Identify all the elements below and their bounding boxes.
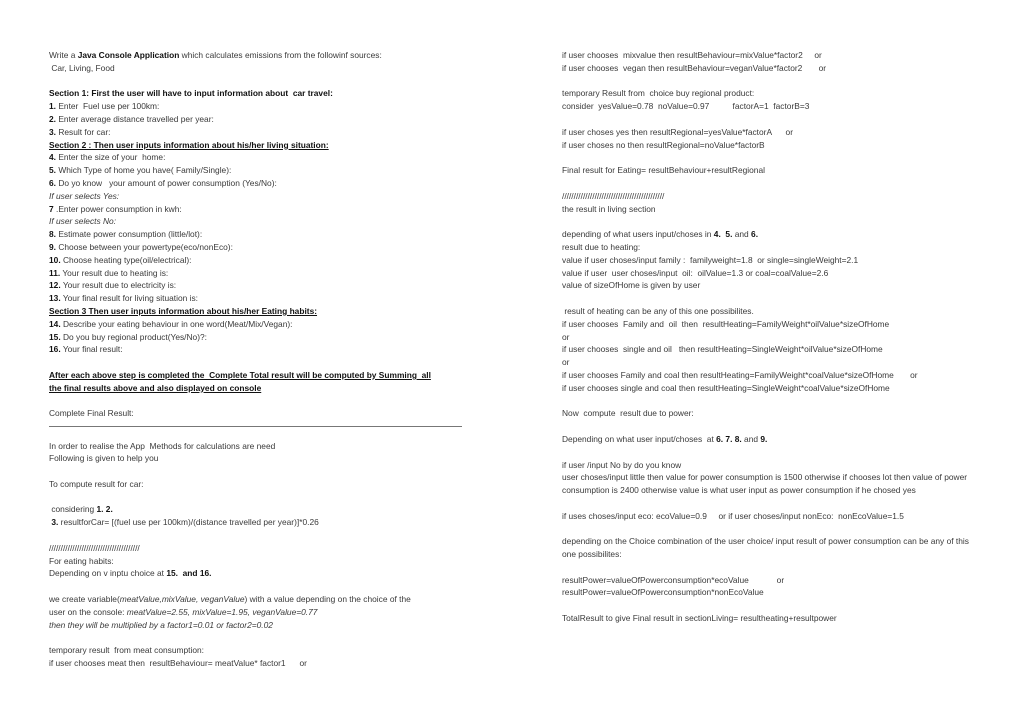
intro-line — [49, 49, 474, 62]
numbered-item — [49, 241, 474, 254]
item-number: 15. — [49, 331, 61, 342]
total-note-line1: After each above step is completed the Complete Total result will be computed by Summing all — [49, 369, 431, 380]
item-text: Estimate power consumption (little/lot): — [56, 229, 203, 240]
numbered-item — [49, 228, 474, 241]
section2-list-b — [49, 228, 474, 305]
considering-line — [49, 503, 474, 516]
total-living: TotalResult to give Final result in sectionLiving= resultheating+resultpower — [562, 613, 837, 624]
item-number: 9. — [49, 241, 56, 252]
or-1: or — [562, 331, 570, 342]
numbered-item — [49, 113, 474, 126]
numbered-item — [49, 164, 474, 177]
vegan-rule: if user chooses vegan then resultBehaviour=veganValue*factor2 or — [562, 62, 827, 73]
total-note-line2: the final results above and also displayed on console — [49, 382, 262, 393]
power-noneco-rule: resultPower=valueOfPowerconsumption*nonEcoValue — [562, 587, 764, 598]
item-7 — [49, 203, 474, 216]
depending-living-pre: depending of what users input/choses in — [562, 229, 714, 240]
variable-pre: we create variable( — [49, 594, 120, 605]
weight-rule: value if user choses/input family : familyweight=1.8 or single=singleWeight=2.1 — [562, 254, 859, 265]
section2-heading: Section 2 : Then user inputs information about his/her living situation: — [49, 139, 329, 150]
item-text: Do you buy regional product(Yes/No)?: — [60, 331, 207, 342]
heat-single-coal: if user chooses single and coal then resultHeating=SingleWeight*coalValue*sizeOfHome — [562, 382, 890, 393]
item-number: 1. — [49, 101, 56, 112]
item-text: Result for car: — [56, 126, 111, 137]
living-section-label: the result in living section — [562, 203, 656, 214]
item-7-text: .Enter power consumption in kwh: — [53, 203, 182, 214]
result-heating-label: result due to heating: — [562, 241, 641, 252]
separator-right: //////////////////////////////////////////// — [562, 190, 665, 201]
section2-list-a — [49, 151, 474, 189]
section3-heading: Section 3 Then user inputs information about his/her Eating habits: — [49, 305, 318, 316]
numbered-item — [49, 100, 474, 113]
item-number: 13. — [49, 293, 61, 304]
variable-line2-pre: user on the console: — [49, 606, 127, 617]
item-text: Your result due to heating is: — [60, 267, 169, 278]
intro-post: which calculates emissions from the followinf sources: — [179, 50, 382, 60]
or-2: or — [562, 357, 570, 368]
numbered-item — [49, 151, 474, 164]
heating-possibilities: result of heating can be any of this one possibilites. — [562, 305, 754, 316]
considering-nums: 1. 2. — [96, 504, 113, 515]
item-text: Choose between your powertype(eco/nonEco): — [56, 241, 233, 252]
item-text: Do yo know your amount of power consumption (Yes/No): — [56, 177, 277, 188]
item-text: Enter Fuel use per 100km: — [56, 101, 160, 112]
section3-list — [49, 318, 474, 356]
power-paragraph: user choses/input little then value for power consumption is 1500 otherwise if chooses lot then value of power consumption is 2400 otherwise value is what user input as power consumption if he chosed yes — [562, 472, 968, 496]
depending-living-and: and — [732, 229, 752, 240]
numbered-item — [49, 126, 474, 139]
if-yes-label: If user selects Yes: — [49, 190, 120, 201]
variable-line2 — [49, 606, 474, 619]
variable-post: ) with a value depending on the choice of the — [244, 594, 411, 605]
eating-habits-label: For eating habits: — [49, 555, 114, 566]
regional-yes-rule: if user choses yes then resultRegional=yesValue*factorA or — [562, 126, 793, 137]
numbered-item — [49, 292, 474, 305]
eco-rule: if uses choses/input eco: ecoValue=0.9 or if user choses/input nonEco: nonEcoValue=1.5 — [562, 510, 904, 521]
numbered-item — [49, 254, 474, 267]
depending-power-line — [562, 433, 974, 446]
depending-living-last: 6. — [751, 229, 759, 240]
item-number: 3. — [49, 126, 56, 137]
numbered-item — [49, 279, 474, 292]
depending-living-nums: 4. 5. — [713, 229, 733, 240]
meat-rule: if user chooses meat then resultBehaviour= meatValue* factor1 or — [49, 658, 307, 669]
item-text: Your result due to electricity is: — [60, 280, 177, 291]
item-text: Which Type of home you have( Family/Single): — [56, 165, 232, 176]
power-eco-rule: resultPower=valueOfPowerconsumption*ecoValue or — [562, 574, 785, 585]
depending-power-and: and — [741, 433, 761, 444]
item-number: 16. — [49, 344, 61, 355]
mix-rule: if user chooses mixvalue then resultBehaviour=mixValue*factor2 or — [562, 50, 822, 60]
temp-regional-label: temporary Result from choice buy regional product: — [562, 88, 755, 99]
variable-names: meatValue,mixValue, veganValue — [119, 594, 245, 605]
depending-power-last: 9. — [760, 433, 768, 444]
oil-rule: value if user user choses/input oil: oilValue=1.3 or coal=coalValue=2.6 — [562, 267, 829, 278]
size-rule: value of sizeOfHome is given by user — [562, 280, 701, 291]
if-no-power: if user /input No by do you know — [562, 459, 682, 470]
item-number: 12. — [49, 280, 61, 291]
depending-power-nums: 6. 7. 8. — [716, 433, 742, 444]
item-number: 5. — [49, 165, 56, 176]
heat-family-coal: if user chooses Family and coal then resultHeating=FamilyWeight*coalValue*sizeOfHome or — [562, 369, 918, 380]
depending-pre: Depending on v inptu choice at — [49, 568, 167, 579]
combination-paragraph: depending on the Choice combination of the user choice/ input result of power consumption can be any of this one possibilites: — [562, 536, 969, 560]
heat-family-oil: if user chooses Family and oil then resultHeating=FamilyWeight*oilValue*sizeOfHome — [562, 318, 890, 329]
car-formula-text: resultforCar= [(fuel use per 100km)/(distance travelled per year)]*0.26 — [58, 517, 319, 528]
separator-left: /////////////////////////////////////// — [49, 542, 140, 553]
car-formula — [49, 516, 474, 529]
item-text: Choose heating type(oil/electrical): — [60, 254, 192, 265]
sources-line: Car, Living, Food — [49, 62, 115, 73]
consider-values: consider yesValue=0.78 noValue=0.97 factorA=1 factorB=3 — [562, 101, 810, 112]
numbered-item — [49, 177, 474, 190]
item-number: 14. — [49, 318, 61, 329]
final-eating: Final result for Eating= resultBehaviour+resultRegional — [562, 165, 765, 176]
right-column — [562, 49, 974, 625]
item-number: 2. — [49, 113, 56, 124]
numbered-item — [49, 318, 474, 331]
intro-pre: Write a — [49, 50, 78, 60]
item-number: 10. — [49, 254, 61, 265]
left-column — [49, 49, 474, 670]
car-formula-num: 3. — [51, 517, 59, 528]
depending-living-line — [562, 228, 974, 241]
numbered-item — [49, 343, 474, 356]
item-number: 8. — [49, 229, 56, 240]
item-text: Describe your eating behaviour in one word(Meat/Mix/Vegan): — [60, 318, 293, 329]
numbered-item — [49, 331, 474, 344]
depending-line — [49, 567, 474, 580]
final-result-rule — [49, 420, 462, 427]
considering-pre: considering — [49, 504, 97, 515]
methods-line1: In order to realise the App Methods for calculations are need — [49, 440, 276, 451]
section1-heading: Section 1: First the user will have to input information about car travel: — [49, 88, 333, 99]
complete-final-label: Complete Final Result: — [49, 408, 134, 419]
methods-line2: Following is given to help you — [49, 453, 159, 464]
multiplied-line: then they will be multiplied by a factor1=0.01 or factor2=0.02 — [49, 619, 273, 630]
car-compute-label: To compute result for car: — [49, 478, 144, 489]
regional-no-rule: if user choses no then resultRegional=noValue*factorB — [562, 139, 765, 150]
intro-bold: Java Console Application — [77, 50, 180, 60]
if-no-label: If user selects No: — [49, 216, 117, 227]
compute-power-label: Now compute result due to power: — [562, 408, 694, 419]
depending-nums: 15. and 16. — [166, 568, 212, 579]
section1-list — [49, 100, 474, 138]
item-text: Your final result: — [60, 344, 123, 355]
item-number: 11. — [49, 267, 61, 278]
item-number: 6. — [49, 177, 56, 188]
variable-line1 — [49, 593, 474, 606]
temp-meat-label: temporary result from meat consumption: — [49, 645, 204, 656]
item-text: Your final result for living situation is: — [60, 293, 198, 304]
item-text: Enter average distance travelled per year: — [56, 113, 214, 124]
variable-values: meatValue=2.55, mixValue=1.95, veganValue=0.77 — [126, 606, 318, 617]
heat-single-oil: if user chooses single and oil then resultHeating=SingleWeight*oilValue*sizeOfHome — [562, 344, 883, 355]
item-7-num: 7 — [49, 203, 54, 214]
item-number: 4. — [49, 152, 56, 163]
item-text: Enter the size of your home: — [56, 152, 166, 163]
depending-power-pre: Depending on what user input/choses at — [562, 433, 717, 444]
numbered-item — [49, 267, 474, 280]
